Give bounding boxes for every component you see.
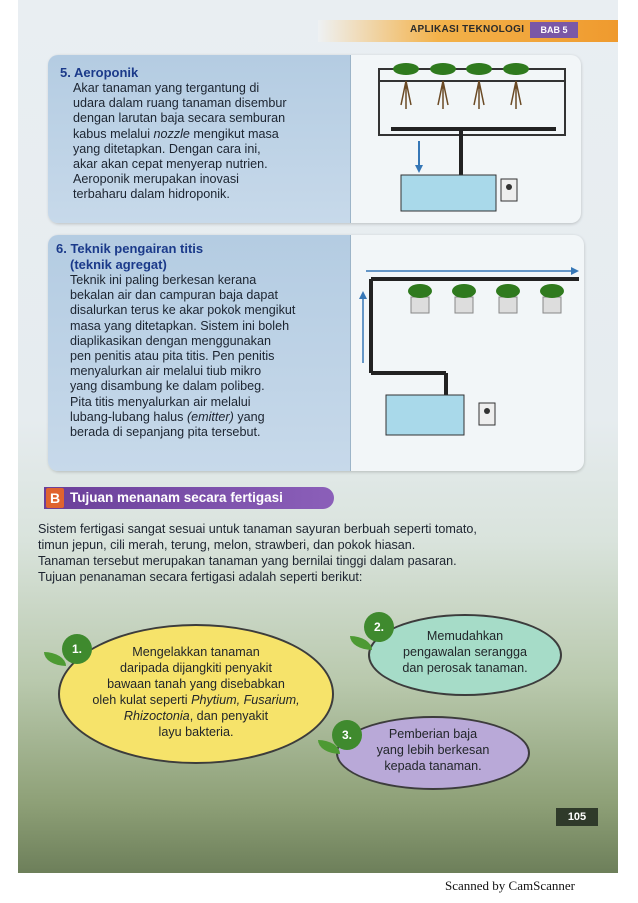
text-line: Pemberian baja — [388, 727, 478, 741]
text-line: yang lebih berkesan — [376, 743, 490, 757]
bubble-3-text — [338, 726, 528, 774]
drip-text-panel — [48, 235, 350, 471]
text-line: Teknik ini paling berkesan kerana — [70, 273, 257, 287]
chapter-badge: BAB 5 — [530, 22, 578, 38]
text-line: yang disambung ke dalam polibeg. — [70, 379, 265, 394]
drip-irrigation-panel — [48, 235, 583, 471]
text-line: layu bakteria. — [158, 725, 234, 739]
text-line: daripada dijangkiti penyakit — [120, 661, 272, 675]
section-b-letter: B — [46, 488, 64, 508]
text-line: pengawalan serangga — [403, 645, 527, 659]
drip-description — [70, 273, 350, 440]
text-line: oleh kulat seperti Phytium, Fusarium, — [92, 693, 300, 707]
section-b-paragraph — [38, 521, 598, 585]
aeroponik-illustration — [351, 55, 581, 223]
text-line: terbaharu dalam hidroponik. — [73, 187, 230, 202]
text-line: diaplikasikan dengan menggunakan — [70, 333, 271, 348]
text-line: berada di sepanjang pita tersebut. — [70, 425, 261, 440]
text-line: Mengelakkan tanaman — [132, 645, 260, 659]
aeroponik-text-panel — [48, 55, 350, 223]
text-line: dan perosak tanaman. — [402, 661, 528, 675]
text-line: yang ditetapkan. Dengan cara ini, — [73, 141, 261, 156]
text-line: Pita titis menyalurkan air melalui — [70, 394, 251, 409]
aeroponik-description — [73, 81, 348, 203]
text-line: Tanaman tersebut merupakan tanaman yang bernilai tinggi dalam pasaran. — [38, 554, 457, 568]
text-line: timun jepun, cili merah, terung, melon, strawberi, dan pokok hiasan. — [38, 538, 416, 552]
bubble-3-number: 3. — [332, 720, 362, 750]
header-title: APLIKASI TEKNOLOGI — [410, 24, 525, 35]
section-b-title: Tujuan menanam secara fertigasi — [70, 490, 283, 505]
text-line: bawaan tanah yang disebabkan — [107, 677, 285, 691]
bubble-2-number: 2. — [364, 612, 394, 642]
text-line: kepada tanaman. — [384, 759, 482, 773]
text-line: disalurkan terus ke akar pokok mengikut — [70, 303, 296, 318]
scanner-watermark: Scanned by CamScanner — [445, 878, 575, 893]
text-line: masa yang ditetapkan. Sistem ini boleh — [70, 318, 290, 333]
drip-illustration — [351, 235, 584, 471]
drip-title: 6. Teknik pengairan titis — [56, 241, 204, 256]
drip-subtitle: (teknik agregat) — [70, 257, 167, 272]
text-line: dengan larutan baja secara semburan — [73, 111, 286, 126]
text-line: pen penitis atau pita titis. Pen penitis — [70, 349, 275, 364]
text-line: akar akan cepat menyerap nutrien. — [73, 157, 268, 172]
drip-diagram — [350, 235, 584, 471]
aeroponik-panel — [48, 55, 580, 223]
text-line: Tujuan penanaman secara fertigasi adalah seperti berikut: — [38, 570, 363, 584]
text-line: Akar tanaman yang tergantung di — [73, 81, 260, 95]
text-line: udara dalam ruang tanaman disembur — [73, 96, 287, 111]
bubble-1-number: 1. — [62, 634, 92, 664]
text-line: kabus melalui nozzle mengikut masa — [73, 126, 279, 141]
textbook-page — [18, 0, 618, 873]
aeroponik-title: 5. Aeroponik — [60, 65, 139, 80]
text-line: Rhizoctonia, dan penyakit — [123, 709, 269, 723]
aeroponik-diagram — [350, 55, 581, 223]
bubble-1-text — [60, 644, 332, 740]
page-number: 105 — [556, 808, 598, 826]
purpose-bubble-3 — [336, 716, 530, 790]
purpose-bubble-1 — [58, 624, 334, 764]
text-line: lubang-lubang halus (emitter) yang — [70, 409, 265, 424]
text-line: Memudahkan — [426, 629, 504, 643]
text-line: Sistem fertigasi sangat sesuai untuk tanaman sayuran berbuah seperti tomato, — [38, 522, 477, 536]
text-line: bekalan air dan campuran baja dapat — [70, 288, 278, 303]
purpose-bubble-2 — [368, 614, 562, 696]
bubble-2-text — [370, 628, 560, 676]
text-line: menyalurkan air melalui tiub mikro — [70, 364, 262, 379]
text-line: Aeroponik merupakan inovasi — [73, 172, 239, 187]
